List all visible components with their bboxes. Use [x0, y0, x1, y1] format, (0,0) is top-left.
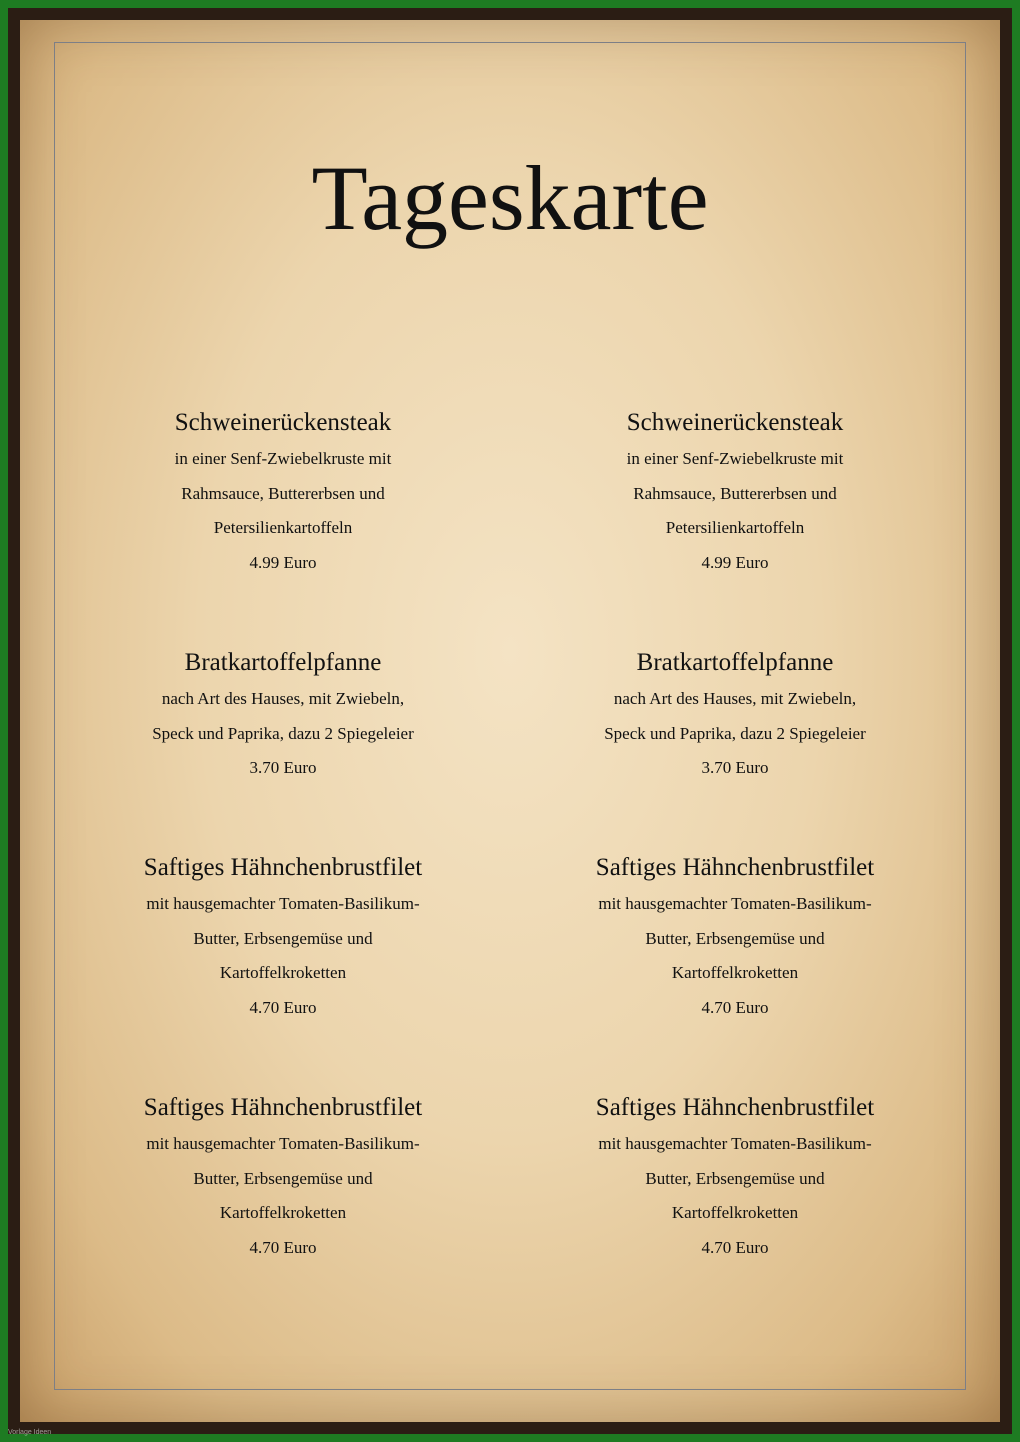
dish-description: nach Art des Hauses, mit Zwiebeln,: [613, 689, 857, 708]
dish-name: Saftiges Hähnchenbrustfilet: [595, 1094, 875, 1121]
dish-card: [535, 1093, 935, 1265]
dish-description: Kartoffelkroketten: [219, 963, 347, 982]
dish-price: 4.70 Euro: [249, 1237, 317, 1257]
dish-description: Speck und Paprika, dazu 2 Spiegeleier: [152, 723, 414, 743]
dish-name: Schweinerückensteak: [174, 409, 392, 436]
dish-price: 4.70 Euro: [701, 1237, 769, 1257]
dish-card: [83, 648, 483, 786]
menu-paper: [20, 20, 1000, 1422]
dish-name: Bratkartoffelpfanne: [636, 649, 834, 676]
dish-description: Butter, Erbsengemüse und: [193, 928, 373, 948]
dish-description: mit hausgemachter Tomaten-Basilikum-: [598, 894, 872, 913]
dish-description: in einer Senf-Zwiebelkruste mit: [626, 449, 844, 468]
dish-description: Butter, Erbsengemüse und: [645, 1168, 825, 1188]
dish-description: Kartoffelkroketten: [671, 1203, 799, 1222]
page-title: Tageskarte: [311, 147, 709, 249]
dish-description: Rahmsauce, Buttererbsen und: [633, 483, 837, 503]
dish-description: Butter, Erbsengemüse und: [645, 928, 825, 948]
dish-card: [535, 648, 935, 786]
dish-price: 3.70 Euro: [249, 758, 317, 777]
dish-name: Schweinerückensteak: [626, 409, 844, 436]
dish-card: [83, 853, 483, 1025]
dish-card: [535, 408, 935, 580]
dish-description: Kartoffelkroketten: [219, 1203, 347, 1222]
dish-card: [83, 408, 483, 580]
dish-description: mit hausgemachter Tomaten-Basilikum-: [146, 894, 420, 913]
watermark-text: Vorlage Ideen: [8, 1429, 52, 1436]
dish-description: in einer Senf-Zwiebelkruste mit: [174, 449, 392, 468]
dish-price: 4.70 Euro: [249, 997, 317, 1017]
dish-price: 4.99 Euro: [249, 552, 317, 572]
dish-description: Petersilienkartoffeln: [665, 518, 805, 537]
dish-description: mit hausgemachter Tomaten-Basilikum-: [598, 1134, 872, 1153]
dish-card: [535, 853, 935, 1025]
dish-price: 3.70 Euro: [701, 758, 769, 777]
dish-price: 4.99 Euro: [701, 552, 769, 572]
dish-name: Saftiges Hähnchenbrustfilet: [143, 1094, 423, 1121]
dish-description: Petersilienkartoffeln: [213, 518, 353, 537]
dish-description: Butter, Erbsengemüse und: [193, 1168, 373, 1188]
dish-name: Saftiges Hähnchenbrustfilet: [595, 854, 875, 881]
dish-name: Saftiges Hähnchenbrustfilet: [143, 854, 423, 881]
dish-card: [83, 1093, 483, 1265]
dish-description: mit hausgemachter Tomaten-Basilikum-: [146, 1134, 420, 1153]
dish-name: Bratkartoffelpfanne: [184, 649, 382, 676]
dish-description: nach Art des Hauses, mit Zwiebeln,: [161, 689, 405, 708]
dish-description: Kartoffelkroketten: [671, 963, 799, 982]
dish-price: 4.70 Euro: [701, 997, 769, 1017]
dish-description: Rahmsauce, Buttererbsen und: [181, 483, 385, 503]
dish-description: Speck und Paprika, dazu 2 Spiegeleier: [604, 723, 866, 743]
